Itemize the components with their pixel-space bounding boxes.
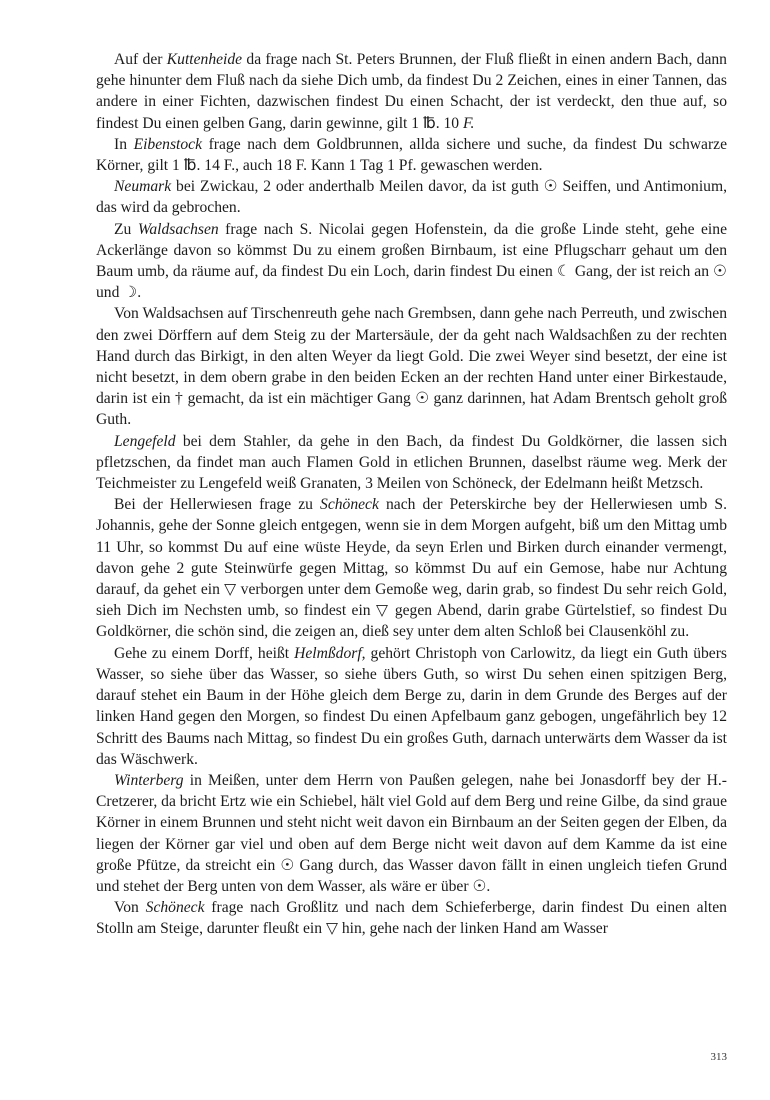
- paragraph: [96, 770, 727, 897]
- text-segment: gehört Christoph von Carlowitz, da liegt ein Guth übers Wasser, so siehe über das Wasser, so siehe übers Guth, so wirst Du sehen einen spitzigen Berg, darauf stehet ein Baum in der Höhe gleich dem Berge zu, darin in dem Grunde des Berges auf der linken Hand gegen den Morgen, so findest Du einen Apfelbaum ganz gebogen, ungefährlich bey 12 Schritt des Baums nach Mittag, so findest Du ein großes Guth, darnach unterwärts dem Wasser da ist das Wäschwerk.: [96, 644, 727, 768]
- text-segment: Bei der Hellerwiesen frage zu: [114, 496, 321, 514]
- paragraph: [96, 897, 727, 939]
- text-segment: In: [114, 135, 134, 153]
- page-number: 313: [710, 1051, 727, 1063]
- place-name: Eibenstock: [133, 135, 202, 153]
- text-segment: frage nach Großlitz und nach dem Schieferberge, darin findest Du einen alten Stolln am Steige, darunter fleußt ein ▽ hin, gehe nach der linken Hand am Wasser: [96, 899, 727, 938]
- text-segment: bei dem Stahler, da gehe in den Bach, da findest Du Goldkörner, die lassen sich pfletzschen, da findet man auch Flamen Gold in etlichen Brunnen, daselbst räume weg. Merk der Teichmeister zu Lengefeld weiß Granaten, 3 Meilen von Schöneck, der Edelmann heißt Metzsch.: [96, 432, 727, 493]
- paragraph: [96, 49, 727, 134]
- paragraph: [96, 494, 727, 642]
- text-segment: Zu: [114, 220, 138, 238]
- text-segment: Von: [114, 899, 146, 917]
- place-name: Waldsachsen: [137, 220, 219, 238]
- paragraph: [96, 176, 727, 218]
- text-segment: Von Waldsachsen auf Tirschenreuth gehe nach Grembsen, dann gehe nach Perreuth, und zwischen den zwei Dörffern auf dem Steig zu der Martersäule, der da geht nach Waldsachßen zu der rechten Hand durch das Birkigt, in den alten Weyer da liegt Gold. Die zwei Weyer sind besetzt, der eine ist nicht besetzt, in dem obern grabe in den beiden Ecken an der rechten Hand unter einer Birkestaude, darin ist ein † gemacht, da ist ein mächtiger Gang ☉ ganz darinnen, hat Adam Brentsch geholt groß Guth.: [96, 305, 727, 429]
- place-name: Helmßdorf,: [294, 644, 366, 662]
- body-text: [96, 49, 727, 940]
- text-segment: Auf der: [114, 51, 167, 68]
- place-name: Schöneck: [320, 496, 379, 514]
- text-segment: bei Zwickau, 2 oder anderthalb Meilen davor, da ist guth ☉ Seiffen, und Antimonium, das wird da gebrochen.: [96, 178, 727, 217]
- text-segment: in Meißen, unter dem Herrn von Paußen gelegen, nahe bei Jonasdorff bey der H.-Cretzerer, da bricht Ertz wie ein Schiebel, hält viel Gold auf dem Berg und reine Gilbe, da sind graue Körner in einem Brunnen und steht nicht weit davon ein Birnbaum an der Seiten gegen der Elben, da liegen der Körner gar viel und oben auf dem Berge nicht weit davon auf dem Kamme da ist eine große Pfütze, da streicht ein ☉ Gang durch, das Wasser davon fällt in einen ungleich tiefen Grund und stehet der Berg unten von dem Wasser, als wäre er über ☉.: [96, 771, 727, 895]
- text-segment: Gehe zu einem Dorff, heißt: [114, 644, 295, 662]
- place-name: F.: [463, 114, 475, 132]
- paragraph: [96, 431, 727, 495]
- paragraph: [96, 219, 727, 304]
- place-name: Schöneck: [145, 899, 205, 917]
- paragraph: [96, 643, 727, 770]
- place-name: Neumark: [114, 178, 172, 196]
- place-name: Kuttenheide: [166, 51, 243, 68]
- paragraph: [96, 134, 727, 176]
- place-name: Lengefeld: [114, 432, 176, 450]
- place-name: Winterberg: [114, 771, 184, 789]
- paragraph: [96, 303, 727, 430]
- text-segment: nach der Peterskirche bey der Hellerwiesen umb S. Johannis, gehe der Sonne gleich entgegen, wenn sie in dem Morgen aufgeht, biß um den Mittag umb 11 Uhr, so kommst Du auf eine wüste Heyde, da seyn Erlen und Birken durch einander vermengt, davon gehe 2 gute Steinwürfe gegen Mittag, so kömmst Du auf ein Gemose, habe nur Achtung darauf, da gehet ein ▽ verborgen unter dem Gemoße weg, darin grab, so findest Du sehr reich Gold, sieh Dich im Nechsten umb, so findest ein ▽ gegen Abend, darin grabe Gürtelstief, so findest Du Goldkörner, die schön sind, die zeigen an, dieß sey unter dem alten Schloß bei Clausenköhl zu.: [96, 496, 727, 641]
- text-segment: frage nach S. Nicolai gegen Hofenstein, da die große Linde steht, gehe eine Ackerlänge davon so kömmst Du zu einem großen Birnbaum, ist eine Pflugscharr gehaut um den Baum umb, da räume auf, da findest Du ein Loch, darin findest Du einen ☾ Gang, der ist reich an ☉ und ☽.: [96, 220, 727, 302]
- text-segment: frage nach dem Goldbrunnen, allda sichere und suche, da findest Du schwarze Körner, gilt 1 ℔. 14 F., auch 18 F. Kann 1 Tag 1 Pf. gewaschen werden.: [96, 135, 727, 175]
- text-segment: da frage nach St. Peters Brunnen, der Fluß fließt in einen andern Bach, dann gehe hinunter dem Fluß nach da siehe Dich umb, da findest Du 2 Zeichen, eines in einer Tannen, das andere in einer Fichten, dazwischen findest Du einen Schacht, der ist verdeckt, den thue auf, so findest Du einen gelben Gang, darin gewinne, gilt 1 ℔. 10: [96, 51, 727, 132]
